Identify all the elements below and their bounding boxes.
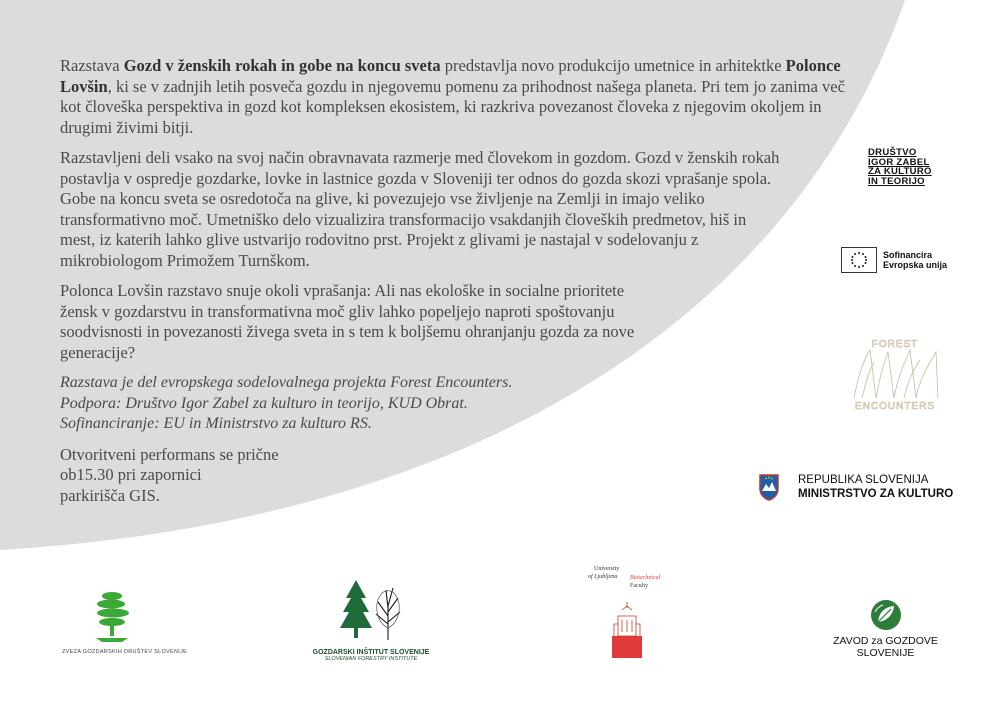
paragraph-intro (60, 56, 860, 138)
intro-text-1: Razstava (60, 56, 124, 75)
rs-line-2: MINISTRSTVO ZA KULTURO (798, 488, 954, 500)
paragraph-performance (60, 445, 860, 507)
gis-trees-icon (336, 576, 406, 642)
bf-university-line-2: of Ljubljana (588, 574, 618, 580)
performance-line-1: Otvoritveni performans se prične (60, 444, 279, 464)
exhibition-title: Gozd v ženskih rokah in gobe na koncu sveta (123, 56, 441, 75)
bf-university-line-1: University (594, 566, 620, 572)
artist-name: Polonce Lovšin (60, 56, 841, 96)
ministry-culture-logo (758, 473, 953, 501)
zgs-logo (828, 598, 943, 659)
intro-text-3: , ki se v zadnjih letih posveča gozdu in njegovemu pomenu za prihodnost našega planeta. Pri tem jo zanima več kot človeška perspektiva in gozd kot kompleksen ekosistem, ki razkriva povezanost človeka z njegovim okoljem in drugimi živimi bitji. (60, 76, 845, 137)
performance-line-3: parkirišča GIS. (60, 485, 160, 505)
eu-caption-line-2: Evropska unija (883, 260, 948, 270)
credit-line-2: Podpora: Društvo Igor Zabel za kulturo in teorijo, KUD Obrat. (60, 394, 468, 412)
forest-logo-top: FOREST (871, 339, 919, 350)
zgds-caption: ZVEZA GOZDARSKIH DRUŠTEV SLOVENIJE (62, 649, 188, 655)
gis-caption-1: GOZDARSKI INŠTITUT SLOVENIJE (312, 649, 430, 656)
paragraph-question: Polonca Lovšin razstavo snuje okoli vprašanja: Ali nas ekološke in socialne prioritete žensk v gozdarstvu in transformativna moč gliv lahko popeljejo naproti spoštovanju soodvisnosti in povezanosti živega sveta in s tem k boljšemu ohranjanju gozda za nove generacije? (60, 281, 635, 362)
forest-logo-bottom: ENCOUNTERS (854, 401, 936, 412)
bf-faculty: Faculty (630, 583, 648, 589)
eu-flag-icon (841, 247, 877, 273)
gis-caption-2: SLOVENIAN FORESTRY INSTITUTE (324, 656, 418, 662)
bf-building-icon (612, 602, 642, 658)
dizt-line-4: IN TEORIJO (868, 175, 925, 187)
eu-caption-line-1: Sofinancira (883, 250, 933, 260)
dizt-line-1: DRUŠTVO (868, 147, 917, 158)
dizt-line-2: IGOR ZABEL (868, 156, 930, 168)
eu-cofunding-logo (841, 247, 947, 273)
dizt-line-3: ZA KULTURO (868, 166, 932, 177)
forest-encounters-logo (848, 338, 943, 414)
zgs-caption-2: SLOVENIJE (856, 647, 915, 659)
zgs-leaf-globe-icon (869, 598, 903, 632)
paragraph-credits (60, 373, 860, 435)
zgds-tree-icon (92, 590, 132, 642)
drustvo-igor-zabel-logo (868, 148, 932, 186)
slovenia-coat-of-arms-icon (758, 473, 780, 501)
rs-line-1: REPUBLIKA SLOVENIJA (798, 474, 929, 486)
credit-line-1: Razstava je del evropskega sodelovalnega projekta Forest Encounters. (60, 374, 513, 391)
gis-logo (306, 576, 436, 662)
bf-biotechnical: Biotechnical (630, 575, 661, 581)
paragraph-works: Razstavljeni deli vsako na svoj način obravnavata razmerje med človekom in gozdom. Gozd v ženskih rokah postavlja v ospredje gozdarke, lovke in lastnice gozda v Sloveniji ter odnos do gozda skozi vprašanje spola. Gobe na koncu sveta se osredotoča na glive, ki povezujejo vse življenje na Zemlji in imajo veliko transformativno moč. Umetniško delo vizualizira transformacijo vsakdanjih človeških predmetov, hiš in mest, iz katerih lahko glive ustvarijo rodovitno prst. Projekt z glivami je nastajal v sodelovanju z mikrobiologom Primožem Turnškom. (60, 148, 780, 270)
intro-text-2: predstavlja novo produkcijo umetnice in arhitektke (440, 56, 786, 75)
exhibition-text (60, 56, 860, 516)
zgds-logo (62, 590, 188, 655)
eu-caption (883, 250, 947, 270)
zgs-caption-1: ZAVOD za GOZDOVE (833, 635, 938, 647)
credit-line-3: Sofinanciranje: EU in Ministrstvo za kulturo RS. (60, 415, 372, 432)
performance-line-2: ob15.30 pri zapornici (60, 465, 202, 484)
